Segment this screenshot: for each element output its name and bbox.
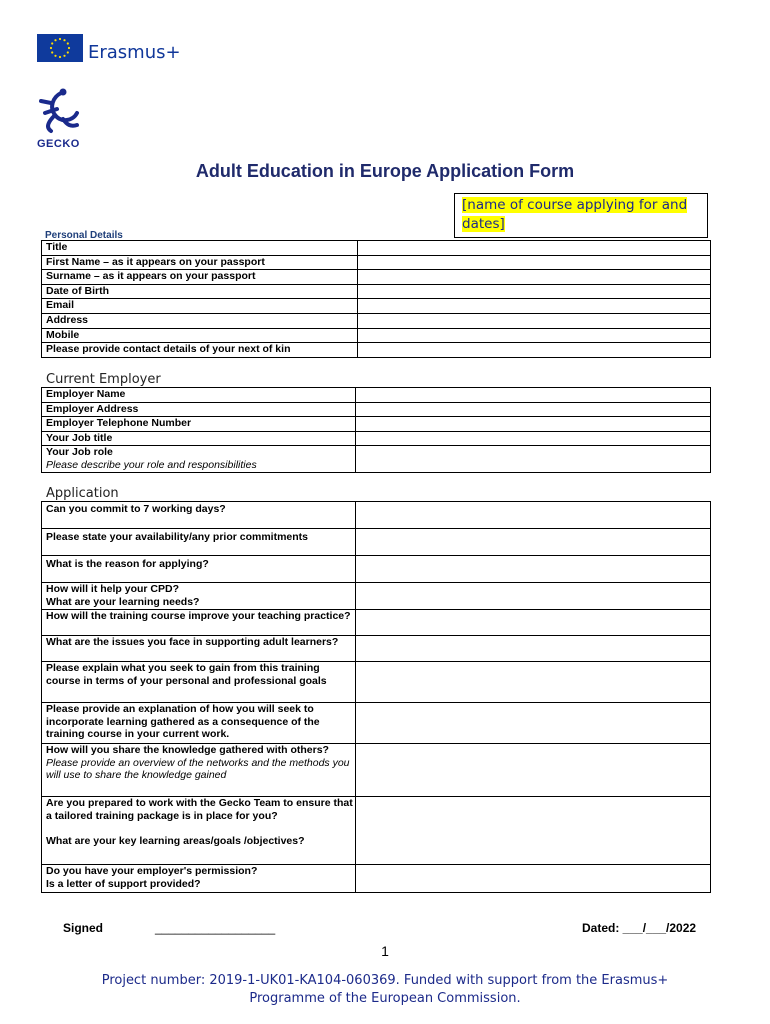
- table-row: [42, 284, 711, 299]
- row-label: [42, 446, 356, 473]
- row-label: Employer Telephone Number: [42, 417, 356, 432]
- table-row: [42, 343, 711, 358]
- employer-telephone-field[interactable]: [356, 417, 711, 432]
- table-row: [42, 388, 711, 403]
- table-row: [42, 328, 711, 343]
- table-row: [42, 529, 711, 556]
- footer-line: Programme of the European Commission.: [249, 991, 521, 1006]
- signed-label: Signed: [63, 921, 104, 935]
- title-field[interactable]: [358, 241, 711, 256]
- personal-details-table: [41, 240, 711, 358]
- employer-name-field[interactable]: [356, 388, 711, 403]
- table-row: [42, 556, 711, 583]
- row-label-text: Your Job role: [46, 446, 113, 459]
- table-row: [42, 797, 711, 865]
- employer-permission-field[interactable]: [356, 865, 711, 893]
- row-label: Please provide an explanation of how you will seek to incorporate learning gathered as a consequence of the training course in your current work.: [42, 703, 356, 744]
- mobile-field[interactable]: [358, 328, 711, 343]
- row-label: [42, 744, 356, 797]
- date-of-birth-field[interactable]: [358, 284, 711, 299]
- surname-field[interactable]: [358, 270, 711, 285]
- table-row: [42, 402, 711, 417]
- row-label: What is the reason for applying?: [42, 556, 356, 583]
- table-row: [42, 662, 711, 703]
- footer: [0, 972, 770, 1008]
- application-heading: Application: [46, 486, 119, 501]
- row-label-text: How will you share the knowledge gathered with others?: [46, 744, 329, 756]
- job-role-field[interactable]: [356, 446, 711, 473]
- teaching-practice-field[interactable]: [356, 610, 711, 636]
- footer-line: Project number: 2019-1-UK01-KA104-060369. Funded with support from the Erasmus+: [101, 973, 669, 988]
- row-label: Employer Address: [42, 402, 356, 417]
- table-row: [42, 703, 711, 744]
- table-row: [42, 744, 711, 797]
- row-label: Do you have your employer's permission? Is a letter of support provided?: [42, 865, 356, 893]
- table-row: [42, 502, 711, 529]
- page-number: 1: [381, 943, 389, 959]
- table-row: [42, 417, 711, 432]
- row-label: Mobile: [42, 328, 358, 343]
- current-employer-heading: Current Employer: [46, 372, 161, 387]
- email-field[interactable]: [358, 299, 711, 314]
- table-row: [42, 431, 711, 446]
- commit-days-field[interactable]: [356, 502, 711, 529]
- cpd-field[interactable]: [356, 583, 711, 610]
- table-row: [42, 636, 711, 662]
- dated-field[interactable]: Dated: ___/___/2022: [582, 921, 697, 935]
- row-label: Please state your availability/any prior commitments: [42, 529, 356, 556]
- gecko-org-name: GECKO: [37, 138, 80, 150]
- goals-field[interactable]: [356, 662, 711, 703]
- eu-flag-icon: [37, 34, 83, 67]
- job-title-field[interactable]: [356, 431, 711, 446]
- row-label: Address: [42, 313, 358, 328]
- reason-field[interactable]: [356, 556, 711, 583]
- issues-field[interactable]: [356, 636, 711, 662]
- row-label: Please explain what you seek to gain from this training course in terms of your personal and professional goals: [42, 662, 356, 703]
- table-row: [42, 299, 711, 314]
- row-label: Please provide contact details of your next of kin: [42, 343, 358, 358]
- row-label: Title: [42, 241, 358, 256]
- first-name-field[interactable]: [358, 255, 711, 270]
- row-label: What are the issues you face in supporting adult learners?: [42, 636, 356, 662]
- row-label: First Name – as it appears on your passport: [42, 255, 358, 270]
- course-name-field[interactable]: [454, 193, 708, 238]
- table-row: [42, 583, 711, 610]
- application-table: [41, 501, 711, 893]
- personal-details-heading: Personal Details: [45, 230, 123, 241]
- row-note: Please provide an overview of the networks and the methods you will use to share the knowledge gained: [46, 756, 350, 781]
- row-label: Date of Birth: [42, 284, 358, 299]
- table-row: [42, 446, 711, 473]
- table-row: [42, 610, 711, 636]
- next-of-kin-field[interactable]: [358, 343, 711, 358]
- row-label: Employer Name: [42, 388, 356, 403]
- table-row: [42, 255, 711, 270]
- row-label: Can you commit to 7 working days?: [42, 502, 356, 529]
- erasmus-brand-name: Erasmus+: [88, 42, 181, 63]
- address-field[interactable]: [358, 313, 711, 328]
- table-row: [42, 865, 711, 893]
- page-title: Adult Education in Europe Application Form: [195, 161, 575, 181]
- gecko-lizard-icon: [33, 87, 85, 142]
- gecko-team-field[interactable]: [356, 797, 711, 865]
- employer-address-field[interactable]: [356, 402, 711, 417]
- table-row: [42, 241, 711, 256]
- table-row: [42, 270, 711, 285]
- course-placeholder-text: [name of course applying for and dates]: [462, 197, 688, 232]
- incorporate-learning-field[interactable]: [356, 703, 711, 744]
- row-label: How will it help your CPD? What are your learning needs?: [42, 583, 356, 610]
- row-label: How will the training course improve your teaching practice?: [42, 610, 356, 636]
- share-knowledge-field[interactable]: [356, 744, 711, 797]
- row-label: Surname – as it appears on your passport: [42, 270, 358, 285]
- row-label: Are you prepared to work with the Gecko Team to ensure that a tailored training package is in place for you? What are your key learning areas/goals /objectives?: [42, 797, 356, 865]
- row-label: Email: [42, 299, 358, 314]
- employer-table: [41, 387, 711, 473]
- signature-field[interactable]: __________________: [155, 921, 276, 935]
- availability-field[interactable]: [356, 529, 711, 556]
- row-label: Your Job title: [42, 431, 356, 446]
- table-row: [42, 313, 711, 328]
- row-note: Please describe your role and responsibilities: [46, 458, 257, 471]
